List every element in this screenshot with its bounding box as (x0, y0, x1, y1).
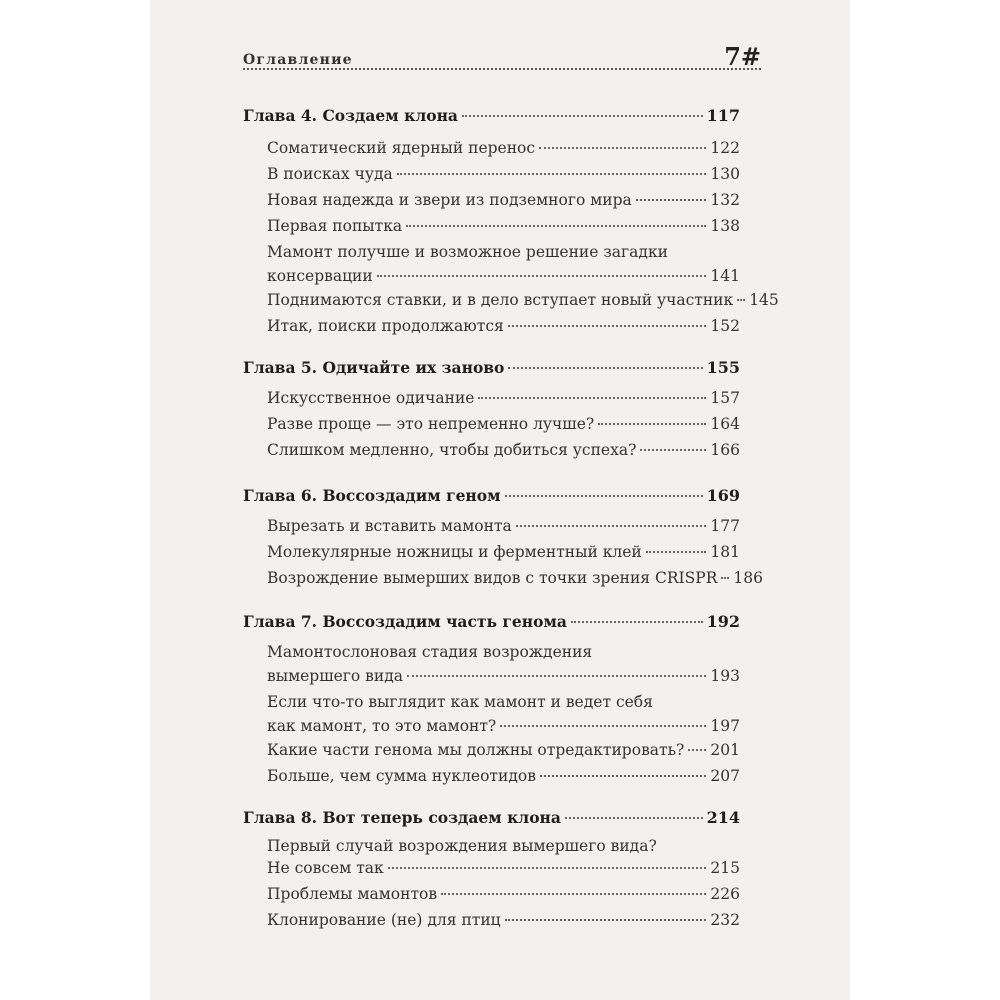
page-ref: 226 (710, 885, 740, 903)
entry-title: Возрождение вымерших видов с точки зрения CRISPR (267, 569, 718, 587)
leader-dots (377, 275, 707, 277)
entry-title: Поднимаются ставки, и в дело вступает новый участник (267, 291, 734, 309)
page-ref: 155 (706, 358, 740, 377)
entry-title: Больше, чем сумма нуклеотидов (267, 767, 536, 785)
toc-chapter-5[interactable] (243, 356, 740, 380)
leader-dots (407, 675, 706, 677)
leader-dots (565, 817, 703, 819)
toc-entry[interactable] (267, 566, 763, 590)
entry-title: Соматический ядерный перенос (267, 139, 536, 157)
leader-dots (505, 919, 707, 921)
toc-entry[interactable] (267, 738, 740, 762)
toc-entry[interactable] (267, 412, 740, 436)
toc-entry[interactable] (267, 386, 740, 410)
leader-dots (388, 867, 707, 869)
leader-dots (478, 397, 706, 399)
page-number: 7# (724, 42, 761, 71)
leader-dots (571, 621, 703, 623)
entry-title: Разве проще — это непременно лучше? (267, 415, 595, 433)
toc-entry-line[interactable]: Первый случай возрождения вымершего вида? (267, 837, 657, 855)
toc-entry-line[interactable]: Мамонт получше и возможное решение загадки (267, 243, 668, 261)
toc-entry[interactable] (267, 314, 740, 338)
leader-dots (508, 367, 702, 369)
entry-title: Итак, поиски продолжаются (267, 317, 504, 335)
entry-title: Вырезать и вставить мамонта (267, 517, 512, 535)
toc-entry[interactable] (267, 162, 740, 186)
entry-title: Проблемы мамонтов (267, 885, 438, 903)
leader-dots (508, 325, 707, 327)
page-ref: 132 (710, 191, 740, 209)
page-ref: 177 (710, 517, 740, 535)
leader-dots (406, 225, 706, 227)
page-ref: 193 (710, 667, 740, 685)
page-ref: 117 (706, 106, 740, 125)
page-ref: 232 (710, 911, 740, 929)
leader-dots (539, 147, 706, 149)
page-ref: 192 (706, 612, 740, 631)
toc-entry[interactable] (267, 288, 779, 312)
toc-entry[interactable] (267, 136, 740, 160)
entry-title: Молекулярные ножницы и ферментный клей (267, 543, 642, 561)
toc-entry[interactable] (267, 908, 740, 932)
leader-dots (462, 115, 703, 117)
page-ref: 214 (706, 808, 740, 827)
leader-dots (636, 199, 707, 201)
page-ref: 166 (710, 441, 740, 459)
page-ref: 201 (710, 741, 740, 759)
entry-title: как мамонт, то это мамонт? (267, 717, 497, 735)
leader-dots (640, 449, 706, 451)
page-ref: 207 (710, 767, 740, 785)
page-ref: 145 (749, 291, 779, 309)
toc-entry[interactable] (267, 264, 740, 288)
chapter-title: Глава 7. Воссоздадим часть генома (243, 612, 567, 631)
toc-entry-line[interactable]: Если что-то выглядит как мамонт и ведет себя (267, 693, 653, 711)
chapter-title: Глава 6. Воссоздадим геном (243, 486, 501, 505)
page-ref: 197 (710, 717, 740, 735)
entry-title: вымершего вида (267, 667, 404, 685)
chapter-title: Глава 8. Вот теперь создаем клона (243, 808, 561, 827)
page-ref: 157 (710, 389, 740, 407)
entry-title: Какие части генома мы должны отредактировать? (267, 741, 685, 759)
page-ref: 186 (733, 569, 763, 587)
leader-dots (646, 551, 707, 553)
entry-title: консервации (267, 267, 373, 285)
page-ref: 164 (710, 415, 740, 433)
toc-chapter-7[interactable] (243, 610, 740, 634)
entry-title: Новая надежда и звери из подземного мира (267, 191, 632, 209)
section-title: Оглавление (243, 52, 353, 68)
entry-title: Искусственное одичание (267, 389, 475, 407)
running-head (243, 42, 761, 78)
toc-entry[interactable] (267, 438, 740, 462)
header-rule (243, 68, 761, 70)
toc-entry[interactable] (267, 664, 740, 688)
leader-dots (598, 423, 706, 425)
leader-dots (688, 749, 706, 751)
leader-dots (500, 725, 706, 727)
entry-title: Не совсем так (267, 859, 384, 877)
toc-entry[interactable] (267, 188, 740, 212)
toc-entry[interactable] (267, 882, 740, 906)
entry-title: Первая попытка (267, 217, 403, 235)
chapter-title: Глава 4. Создаем клона (243, 106, 458, 125)
leader-dots (540, 775, 706, 777)
toc-entry-line[interactable]: Мамонтослоновая стадия возрождения (267, 643, 593, 661)
leader-dots (441, 893, 706, 895)
toc-entry[interactable] (267, 764, 740, 788)
leader-dots (721, 577, 729, 579)
page-ref: 122 (710, 139, 740, 157)
page-ref: 152 (710, 317, 740, 335)
toc-entry[interactable] (267, 714, 740, 738)
entry-title: Клонирование (не) для птиц (267, 911, 501, 929)
entry-title: В поисках чуда (267, 165, 393, 183)
toc-entry[interactable] (267, 540, 740, 564)
entry-title: Слишком медленно, чтобы добиться успеха? (267, 441, 637, 459)
leader-dots (505, 495, 703, 497)
leader-dots (397, 173, 707, 175)
page-ref: 181 (710, 543, 740, 561)
toc-entry[interactable] (267, 214, 740, 238)
page-ref: 141 (710, 267, 740, 285)
page-ref: 130 (710, 165, 740, 183)
leader-dots (516, 525, 707, 527)
toc-entry[interactable] (267, 514, 740, 538)
chapter-title: Глава 5. Одичайте их заново (243, 358, 505, 377)
page-ref: 169 (706, 486, 740, 505)
toc-chapter-4[interactable] (243, 104, 740, 128)
leader-dots (737, 299, 745, 301)
toc-chapter-8[interactable] (243, 806, 740, 830)
toc-chapter-6[interactable] (243, 484, 740, 508)
toc-entry[interactable] (267, 856, 740, 880)
page-ref: 215 (710, 859, 740, 877)
page-ref: 138 (710, 217, 740, 235)
